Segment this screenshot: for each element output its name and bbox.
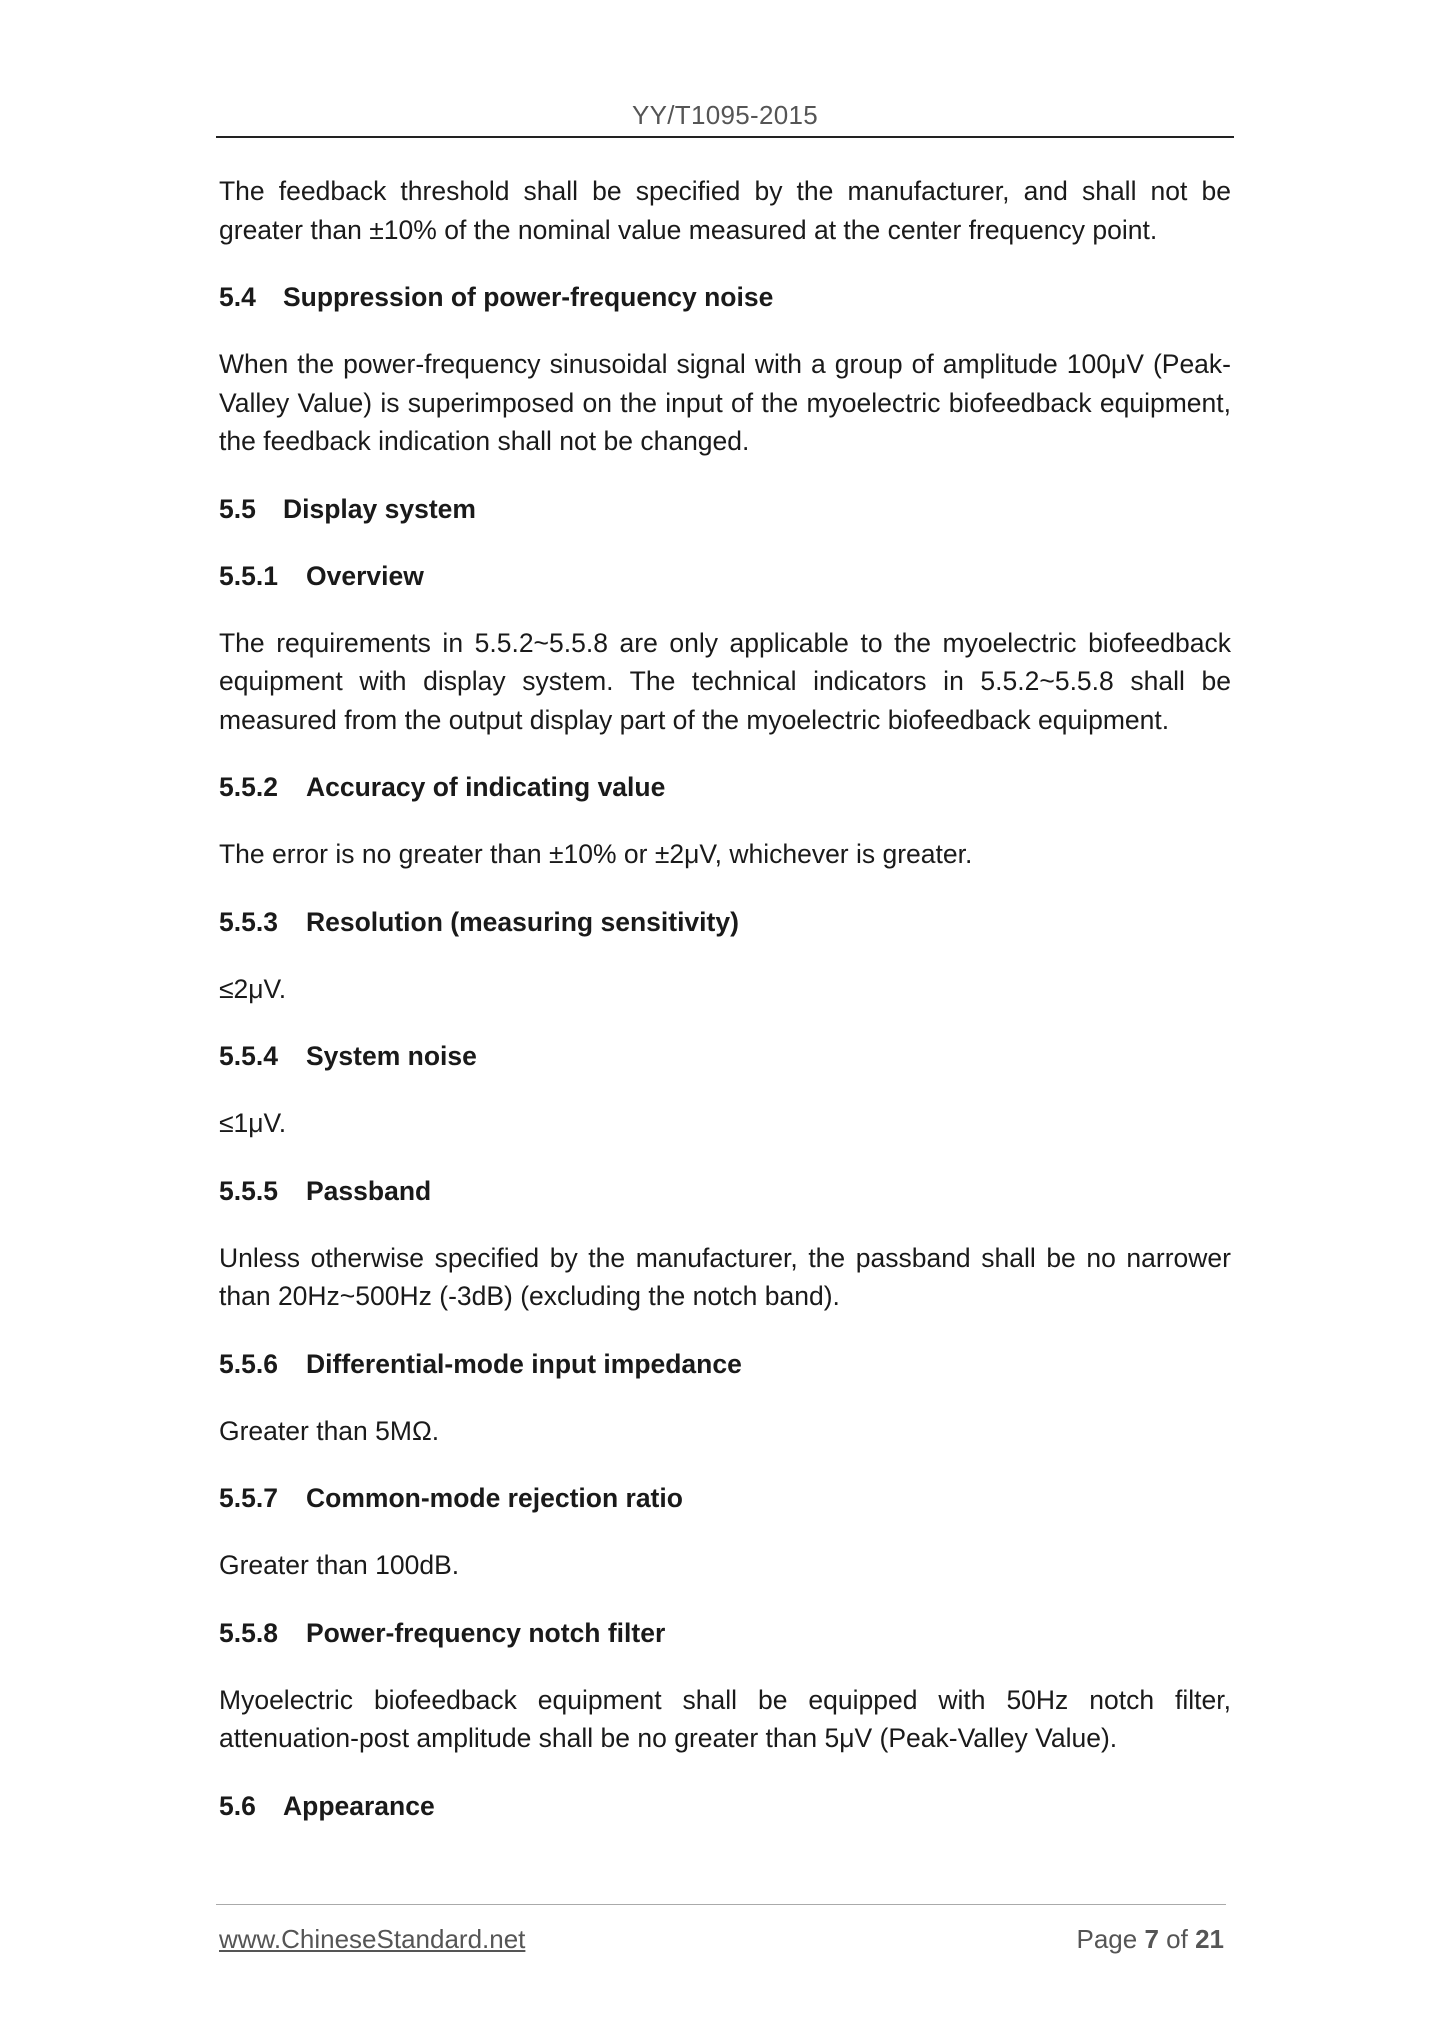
section-title: Power-frequency notch filter xyxy=(306,1617,666,1648)
document-code-header: YY/T1095-2015 xyxy=(631,100,819,130)
section-title: Appearance xyxy=(283,1790,435,1821)
header-divider xyxy=(216,136,1234,138)
section-number: 5.6 xyxy=(219,1790,256,1821)
section-number: 5.5.4 xyxy=(219,1041,278,1071)
section-5-5-1-heading xyxy=(219,557,1231,595)
section-number: 5.4 xyxy=(219,282,256,312)
section-5-5-7-text: Greater than 100dB. xyxy=(219,1550,460,1580)
section-number: 5.5.5 xyxy=(219,1175,278,1206)
section-5-5-2-text: The error is no greater than ±10% or ±2μV, whichever is greater. xyxy=(219,839,973,869)
section-title: Accuracy of indicating value xyxy=(306,772,666,802)
section-5-5-4-text: ≤1μV. xyxy=(219,1108,287,1138)
section-title: Overview xyxy=(306,560,424,591)
section-5-5-4-heading xyxy=(219,1037,1231,1075)
section-5-5-heading xyxy=(219,490,1231,528)
section-5-5-6-text: Greater than 5MΩ. xyxy=(219,1415,440,1446)
section-5-5-8-text: Myoelectric biofeedback equipment shall be equipped with 50Hz notch filter, attenuation-post amplitude shall be no greater than 5μV (Peak-Valley Value). xyxy=(219,1684,1231,1753)
section-5-5-5-text: Unless otherwise specified by the manufacturer, the passband shall be no narrower than 20Hz~500Hz (-3dB) (excluding the notch band). xyxy=(219,1242,1231,1311)
section-5-5-7-heading xyxy=(219,1479,1231,1517)
section-title: Common-mode rejection ratio xyxy=(306,1483,683,1513)
intro-paragraph: The feedback threshold shall be specified by the manufacturer, and shall not be greater than ±10% of the nominal value measured at the center frequency point. xyxy=(219,176,1231,245)
section-5-4-heading xyxy=(219,278,1231,316)
section-title: Display system xyxy=(283,493,476,524)
section-5-4-text: When the power-frequency sinusoidal signal with a group of amplitude 100μV (Peak-Valley Value) is superimposed on the input of the myoelectric biofeedback equipment, the feedback indication shall not be changed. xyxy=(219,349,1231,456)
section-title: Passband xyxy=(306,1175,432,1206)
page-indicator xyxy=(1076,1924,1224,1955)
footer-divider xyxy=(216,1904,1226,1905)
section-5-6-heading xyxy=(219,1787,1231,1825)
section-number: 5.5.2 xyxy=(219,772,278,802)
section-5-5-3-text: ≤2μV. xyxy=(219,973,287,1004)
section-number: 5.5 xyxy=(219,493,256,524)
section-title: Resolution (measuring sensitivity) xyxy=(306,906,739,937)
section-title: Suppression of power-frequency noise xyxy=(283,282,774,312)
page-word: Page xyxy=(1076,1924,1138,1954)
section-number: 5.5.1 xyxy=(219,560,278,591)
section-5-5-1-text: The requirements in 5.5.2~5.5.8 are only applicable to the myoelectric biofeedback equipment with display system. The technical indicators in 5.5.2~5.5.8 shall be measured from the output display part of the myoelectric biofeedback equipment. xyxy=(219,627,1231,735)
section-title: System noise xyxy=(306,1041,477,1071)
website-link[interactable]: www.ChineseStandard.net xyxy=(219,1924,526,1954)
section-5-5-8-heading xyxy=(219,1614,1231,1652)
page-of-word: of xyxy=(1166,1924,1188,1954)
page-total: 21 xyxy=(1195,1924,1224,1954)
page-content xyxy=(219,172,1231,1825)
section-5-5-5-heading xyxy=(219,1172,1231,1210)
section-5-5-3-heading xyxy=(219,903,1231,941)
section-number: 5.5.7 xyxy=(219,1483,278,1513)
page-current: 7 xyxy=(1144,1924,1159,1954)
section-5-5-6-heading xyxy=(219,1345,1231,1383)
section-number: 5.5.8 xyxy=(219,1617,278,1648)
section-number: 5.5.3 xyxy=(219,906,278,937)
section-title: Differential-mode input impedance xyxy=(306,1348,742,1379)
section-number: 5.5.6 xyxy=(219,1348,278,1379)
section-5-5-2-heading xyxy=(219,768,1231,806)
